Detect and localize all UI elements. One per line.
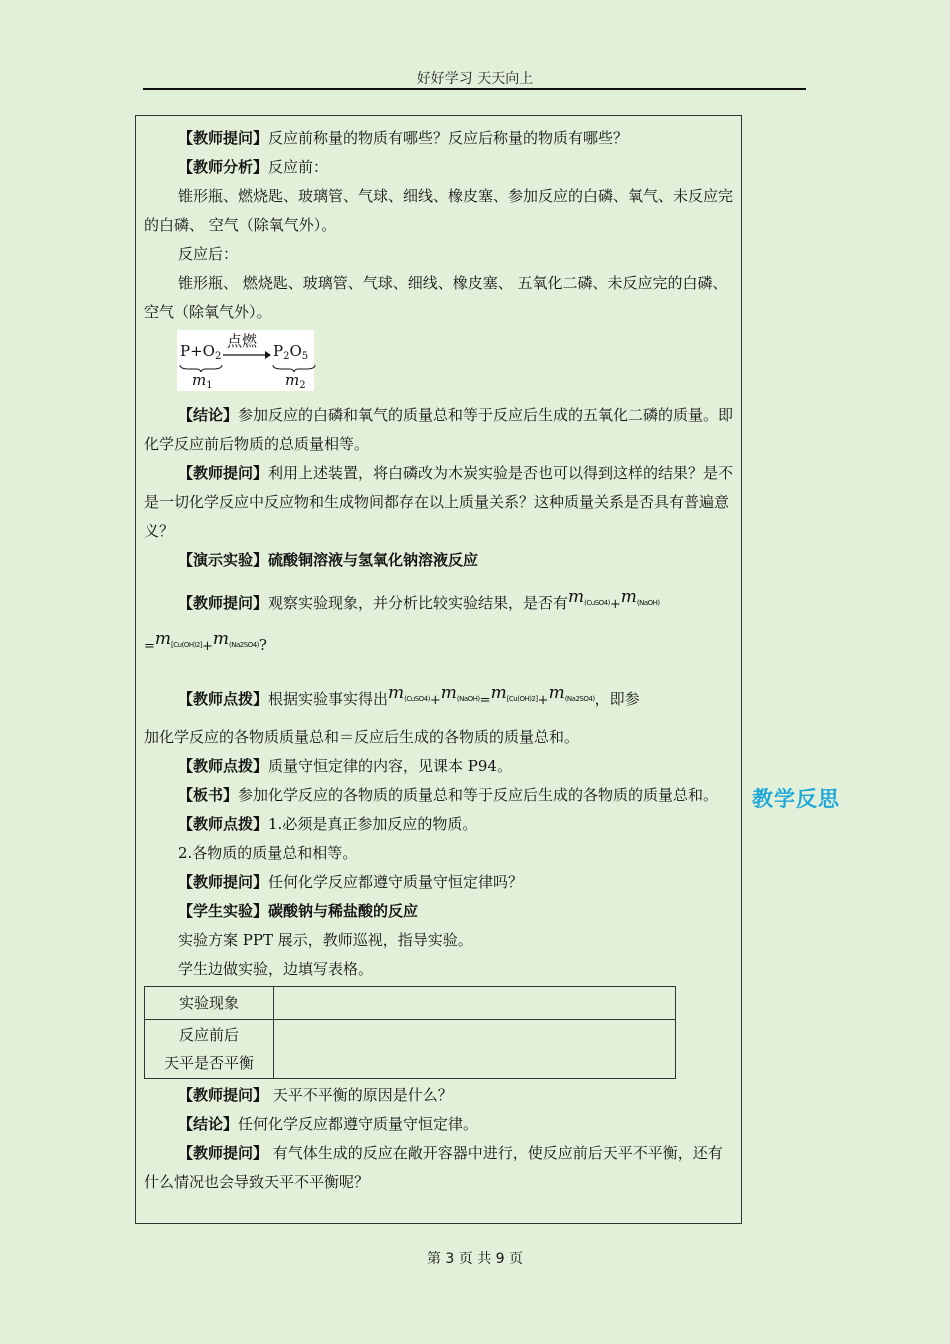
table-label-balance: 反应前后 天平是否平衡 <box>145 1020 274 1079</box>
teacher-question-2: 【教师提问】利用上述装置，将白磷改为木炭实验是否也可以得到这样的结果？是不是一切化学反应中反应物和生成物间都存在以上质量关系？这种质量关系是否具有普遍意义？ <box>144 464 734 540</box>
phosphorus-reaction-formula: $P+O_2$ 点燃 $P_2O_5$ $m_1$ $m_2$ <box>177 330 314 391</box>
after-reaction-list: 锥形瓶、 燃烧匙、玻璃管、气球、细线、橡皮塞、 五氧化二磷、未反应完的白磷、空气（除氧气外）。 <box>144 274 728 321</box>
after-reaction-label: 反应后： <box>178 245 239 263</box>
teacher-question-6: 【教师提问】 有气体生成的反应在敞开容器中进行，使反应前后天平不平衡，还有什么情况也会导致天平不平衡呢？ <box>144 1144 723 1191</box>
table-cell-balance[interactable] <box>274 1020 676 1079</box>
teaching-reflection-label: 教学反思 <box>752 787 840 811</box>
experiment-table <box>144 986 676 1079</box>
before-reaction-list: 锥形瓶、燃烧匙、玻璃管、气球、细线、橡皮塞、参加反应的白磷、氧气、未反应完的白磷、 空气（除氧气外）。 <box>144 187 734 234</box>
demo-experiment: 【演示实验】硫酸铜溶液与氢氧化钠溶液反应 <box>178 551 479 569</box>
teacher-question-3: 【教师提问】观察实验现象，并分析比较实验结果，是否有$m^{(CuSO4)}+m^{(NaOH)}$ <box>178 587 660 612</box>
teacher-question-5: 【教师提问】 天平不平衡的原因是什么？ <box>178 1086 453 1104</box>
experiment-plan: 实验方案 PPT 展示，教师巡视，指导实验。 <box>178 931 473 949</box>
teacher-tip-1: 【教师点拨】根据实验事实得出$m^{(CuSO4)}+m^{(NaOH)}=m[Cu(OH)2]+m^{(Na2SO4)}$，即参 <box>178 683 640 708</box>
page-header: 好好学习 天天向上 <box>416 71 534 87</box>
ignite-label: 点燃 <box>227 332 258 350</box>
table-row <box>145 1020 676 1079</box>
board-writing: 【板书】参加化学反应的各物质的质量总和等于反应后生成的各物质的质量总和。 <box>178 786 719 804</box>
teacher-tip-2: 【教师点拨】质量守恒定律的内容，见课本 P94。 <box>178 757 512 775</box>
teacher-question-4: 【教师提问】任何化学反应都遵守质量守恒定律吗？ <box>178 873 524 891</box>
teacher-analysis: 【教师分析】反应前： <box>178 158 329 176</box>
teacher-question-1: 【教师提问】反应前称量的物质有哪些？反应后称量的物质有哪些？ <box>178 129 629 147</box>
header-rule <box>143 88 806 90</box>
fill-table-instruction: 学生边做实验，边填写表格。 <box>178 960 374 978</box>
table-row <box>145 987 676 1020</box>
conclusion-2: 【结论】任何化学反应都遵守质量守恒定律。 <box>178 1115 479 1133</box>
table-label-phenomenon: 实验现象 <box>145 987 274 1020</box>
student-experiment: 【学生实验】碳酸钠与稀盐酸的反应 <box>178 902 419 920</box>
teacher-tip-3: 【教师点拨】1.必须是真正参加反应的物质。 <box>178 815 478 833</box>
teacher-tip-3-point-2: 2.各物质的质量总和相等。 <box>178 844 358 862</box>
lesson-content <box>144 124 734 1197</box>
table-cell-phenomenon[interactable] <box>274 987 676 1020</box>
mass-equation-1: $=m[Cu(OH)2]+m^{(Na2SO4)}$? <box>144 629 267 654</box>
conclusion-1: 【结论】参加反应的白磷和氧气的质量总和等于反应后生成的五氧化二磷的质量。即化学反应前后物质的总质量相等。 <box>144 406 734 453</box>
page-footer: 第 3 页 共 9 页 <box>426 1251 524 1267</box>
reaction-arrow-icon <box>223 351 271 359</box>
teacher-tip-1-continued: 加化学反应的各物质质量总和＝反应后生成的各物质的质量总和。 <box>144 728 580 746</box>
